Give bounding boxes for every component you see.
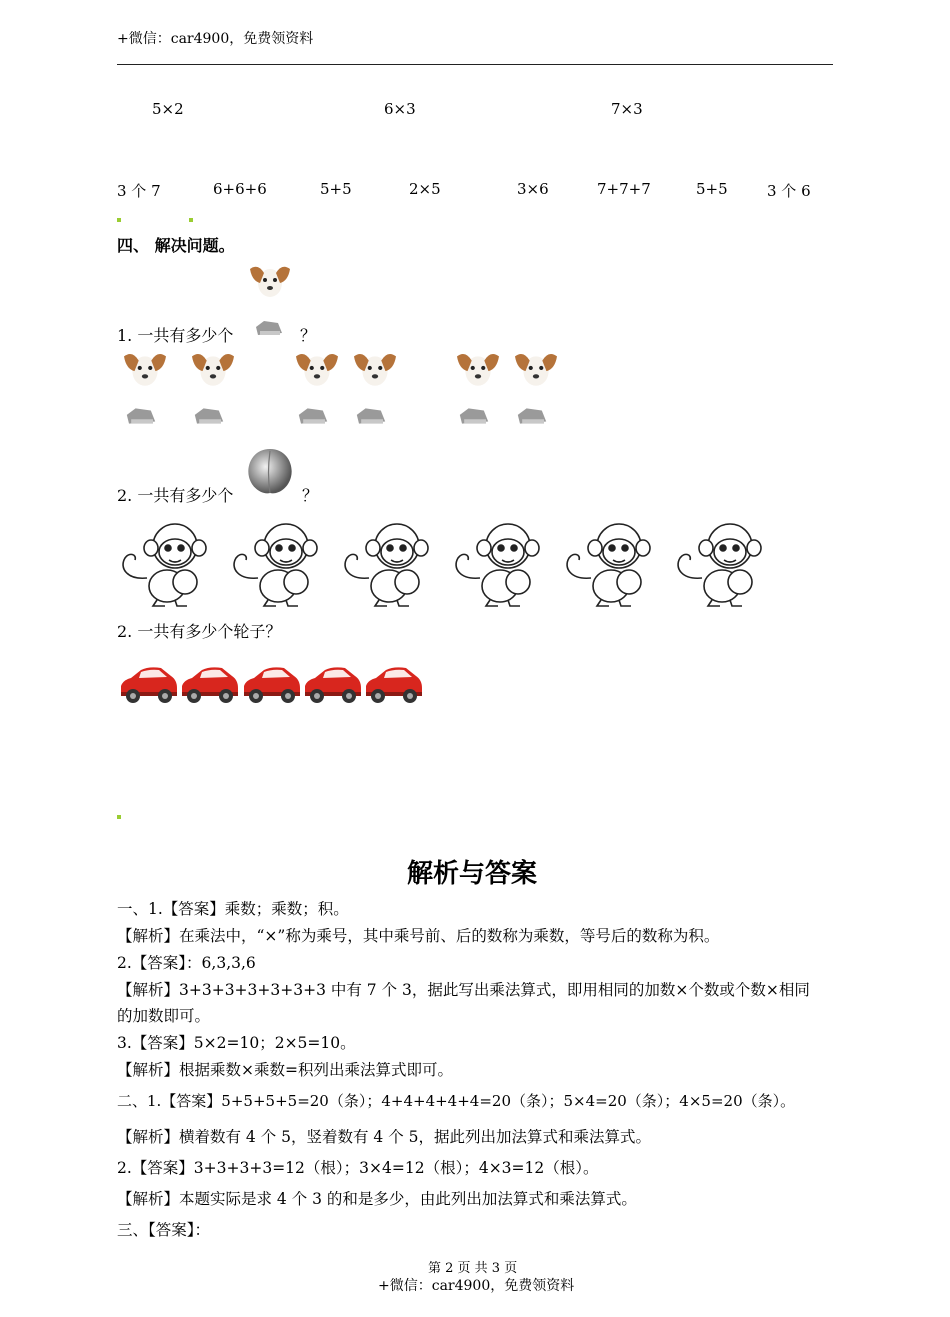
expr-item: 7×3 xyxy=(611,100,643,118)
footer-text: +微信：car4900，免费领资料 xyxy=(378,1278,575,1294)
dog-icon xyxy=(246,261,294,301)
bowl-icon xyxy=(293,404,333,432)
marker-dot xyxy=(189,218,193,222)
expr-item: 5+5 xyxy=(320,180,352,198)
dog-icon xyxy=(291,348,343,394)
car-icon xyxy=(240,664,302,710)
monkey-icon xyxy=(117,518,215,612)
peach-icon xyxy=(243,443,297,497)
question-1-suffix: ？ xyxy=(300,326,317,345)
monkey-icon xyxy=(339,518,437,612)
expr-item: 2×5 xyxy=(409,180,441,198)
answer-line: 三、【答案】： xyxy=(117,1221,211,1239)
expr-item: 5×2 xyxy=(152,100,184,118)
answers-title: 解析与答案 xyxy=(407,859,538,889)
monkey-icon xyxy=(561,518,659,612)
answer-line: 【解析】横着数有 4 个 5，竖着数有 4 个 5，据此列出加法算式和乘法算式。 xyxy=(117,1128,652,1146)
expr-item: 3 个 6 xyxy=(767,182,811,200)
answer-line: 3.【答案】5×2=10；2×5=10。 xyxy=(117,1034,356,1052)
answer-line: 【解析】根据乘数×乘数=积列出乘法算式即可。 xyxy=(117,1061,453,1079)
bowl-icon xyxy=(189,404,229,432)
question-1-prefix: 1. 一共有多少个 xyxy=(117,326,234,345)
dog-icon xyxy=(187,348,239,394)
expr-item: 7+7+7 xyxy=(597,180,651,198)
expr-item: 3 个 7 xyxy=(117,182,161,200)
question-2-prefix: 2. 一共有多少个 xyxy=(117,486,234,505)
question-2-suffix: ？ xyxy=(302,486,319,505)
car-icon xyxy=(301,664,363,710)
answer-line: 的加数即可。 xyxy=(117,1007,211,1025)
car-icon xyxy=(117,664,179,710)
marker-dot xyxy=(117,218,121,222)
answer-line: 二、1.【答案】5+5+5+5=20（条）；4+4+4+4+4=20（条）；5×4=20（条）；4×5=20（条）。 xyxy=(117,1092,796,1110)
question-3: 2. 一共有多少个轮子？ xyxy=(117,622,282,641)
header-rule xyxy=(117,64,833,65)
dog-icon xyxy=(452,348,504,394)
car-icon xyxy=(178,664,240,710)
expr-item: 6+6+6 xyxy=(213,180,267,198)
header-text: +微信：car4900，免费领资料 xyxy=(117,31,314,47)
dog-icon xyxy=(119,348,171,394)
monkey-icon xyxy=(228,518,326,612)
expr-item: 5+5 xyxy=(696,180,728,198)
marker-dot xyxy=(117,815,121,819)
dog-icon xyxy=(349,348,401,394)
bowl-icon xyxy=(512,404,552,432)
bowl-icon xyxy=(454,404,494,432)
monkey-icon xyxy=(672,518,770,612)
answer-line: 【解析】在乘法中，“×”称为乘号，其中乘号前、后的数称为乘数，等号后的数称为积。 xyxy=(117,927,720,945)
monkey-icon xyxy=(450,518,548,612)
expr-item: 6×3 xyxy=(384,100,416,118)
bowl-icon xyxy=(121,404,161,432)
dog-icon xyxy=(510,348,562,394)
car-icon xyxy=(362,664,424,710)
bowl-icon xyxy=(351,404,391,432)
answer-line: 2.【答案】：6,3,3,6 xyxy=(117,954,256,972)
answer-line: 2.【答案】3+3+3+3=12（根）；3×4=12（根）；4×3=12（根）。 xyxy=(117,1159,599,1177)
expr-item: 3×6 xyxy=(517,180,549,198)
page-number: 第 2 页 共 3 页 xyxy=(428,1261,518,1276)
bowl-icon xyxy=(252,317,286,339)
answer-line: 【解析】本题实际是求 4 个 3 的和是多少，由此列出加法算式和乘法算式。 xyxy=(117,1190,637,1208)
answer-line: 【解析】3+3+3+3+3+3+3 中有 7 个 3，据此写出乘法算式，即用相同的加数×个数或个数×相同 xyxy=(117,981,810,999)
answer-line: 一、1.【答案】乘数；乘数；积。 xyxy=(117,900,349,918)
section-title: 四、 解决问题。 xyxy=(117,236,235,255)
